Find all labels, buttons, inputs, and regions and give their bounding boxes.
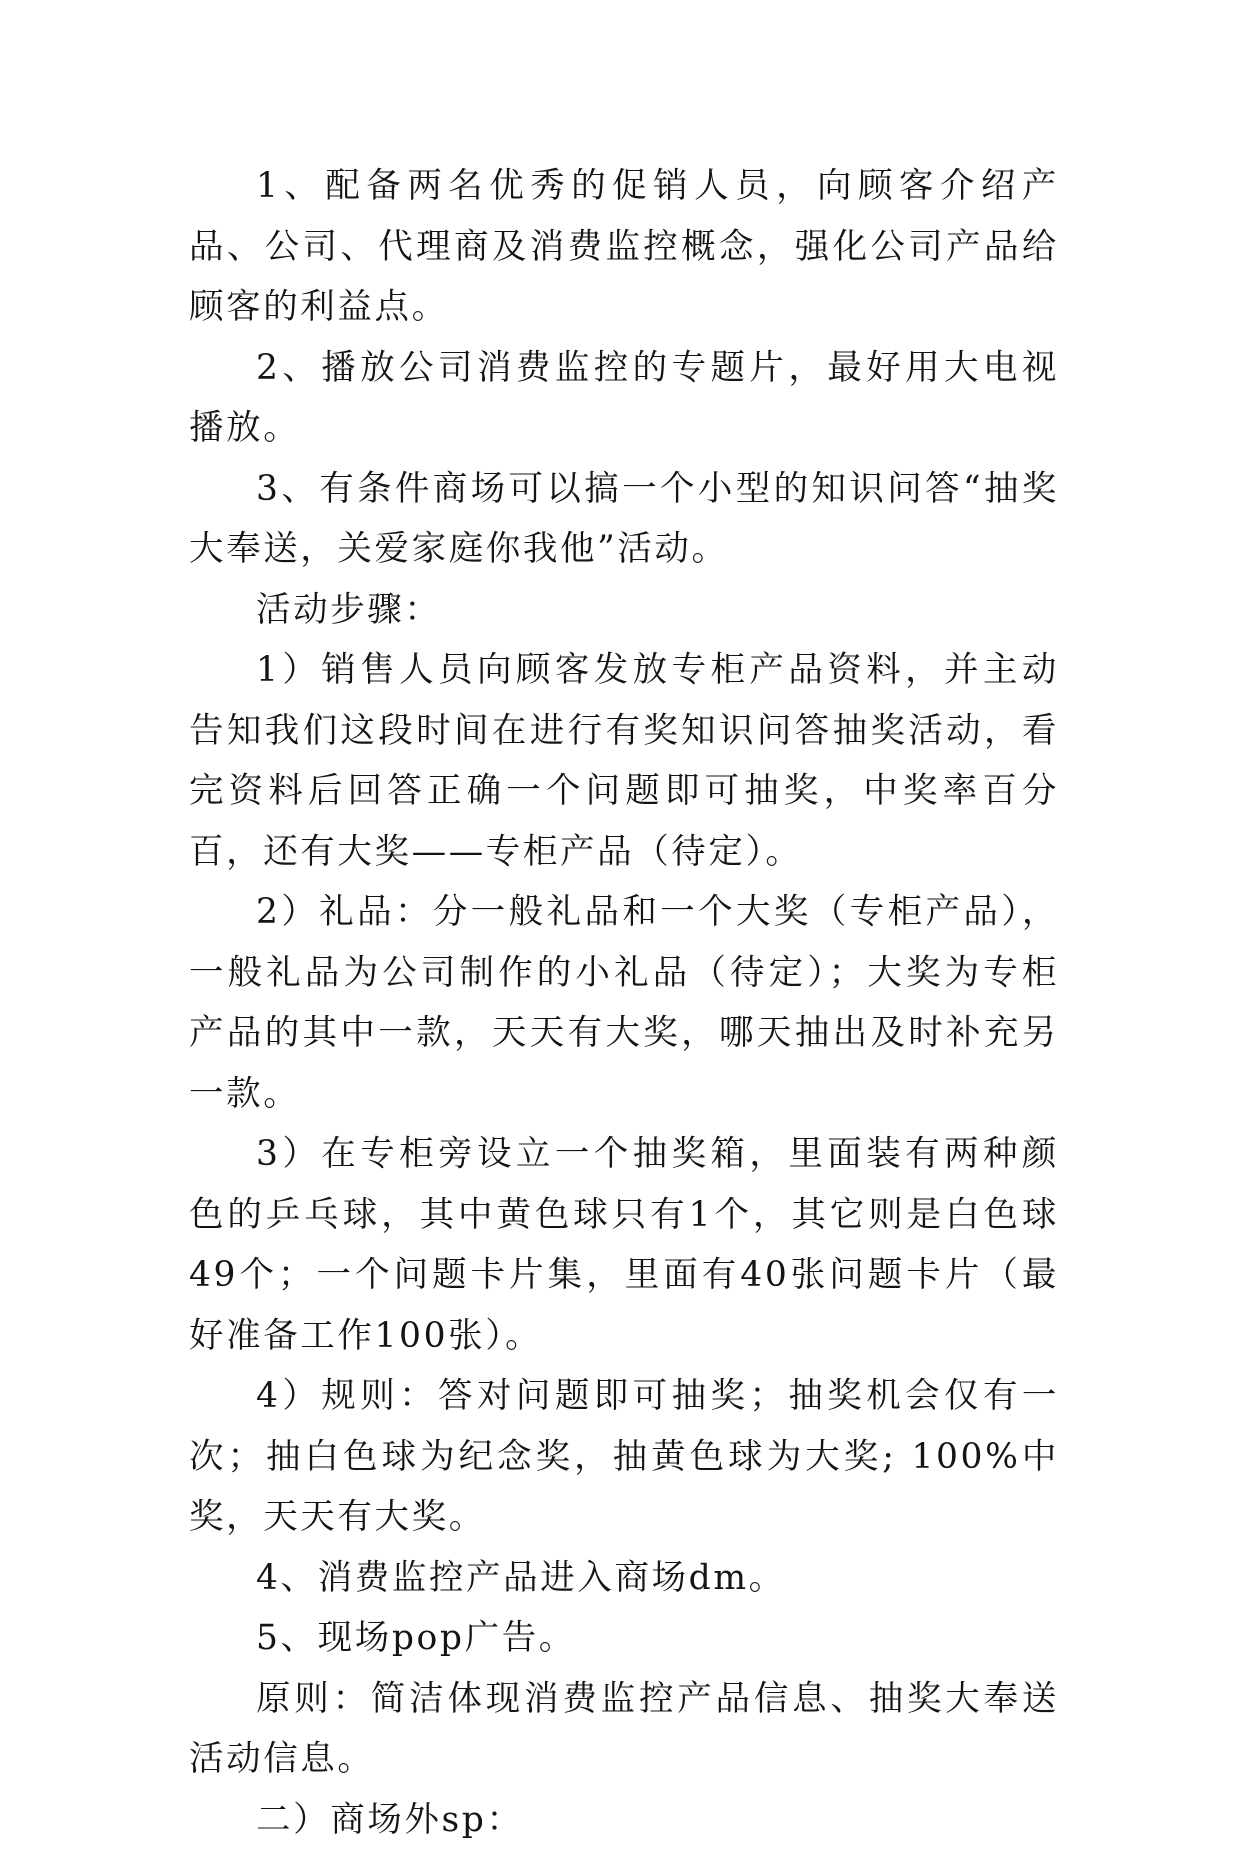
paragraph-steps-heading: 活动步骤： [189, 580, 1059, 641]
paragraph-step-3: 3）在专柜旁设立一个抽奖箱，里面装有两种颜色的乒乓球，其中黄色球只有1个，其它则是白色球49个；一个问题卡片集，里面有40张问题卡片（最好准备工作100张）。 [189, 1124, 1059, 1366]
paragraph-pop: 5、现场pop广告。 [189, 1608, 1059, 1669]
paragraph-dm: 4、消费监控产品进入商场dm。 [189, 1548, 1059, 1609]
paragraph-step-1: 1）销售人员向顾客发放专柜产品资料，并主动告知我们这段时间在进行有奖知识问答抽奖活动，看完资料后回答正确一个问题即可抽奖，中奖率百分百，还有大奖——专柜产品（待定）。 [189, 640, 1059, 882]
paragraph-video: 2、播放公司消费监控的专题片，最好用大电视播放。 [189, 338, 1059, 459]
paragraph-step-4: 4）规则：答对问题即可抽奖；抽奖机会仅有一次；抽白色球为纪念奖，抽黄色球为大奖; 100%中奖，天天有大奖。 [189, 1366, 1059, 1548]
paragraph-staff: 1、配备两名优秀的促销人员，向顾客介绍产品、公司、代理商及消费监控概念，强化公司产品给顾客的利益点。 [189, 156, 1059, 338]
paragraph-outside-sp: 二）商场外sp： [189, 1790, 1059, 1850]
paragraph-quiz: 3、有条件商场可以搞一个小型的知识问答“抽奖大奉送，关爱家庭你我他”活动。 [189, 459, 1059, 580]
document-body [189, 156, 1059, 1850]
paragraph-principle: 原则：简洁体现消费监控产品信息、抽奖大奉送活动信息。 [189, 1669, 1059, 1790]
paragraph-step-2: 2）礼品：分一般礼品和一个大奖（专柜产品），一般礼品为公司制作的小礼品（待定）；大奖为专柜产品的其中一款，天天有大奖，哪天抽出及时补充另一款。 [189, 882, 1059, 1124]
